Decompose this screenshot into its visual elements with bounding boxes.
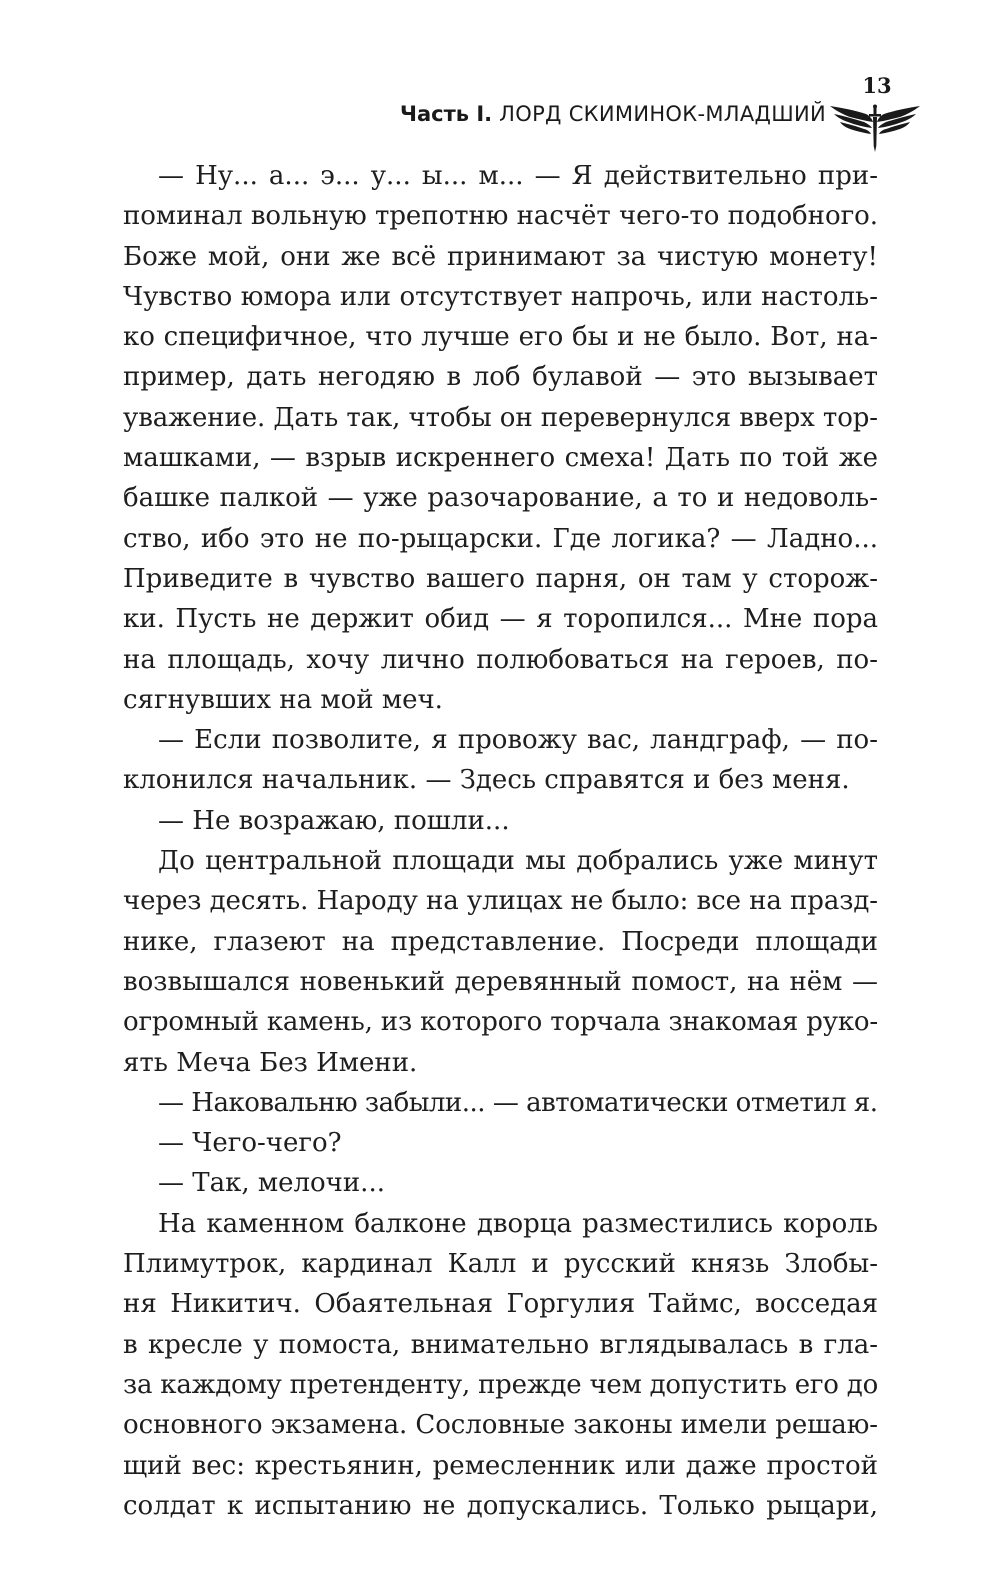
text-line: башке палкой — уже разочарование, а то и недоволь- bbox=[123, 483, 878, 514]
chapter-title: ЛОРД СКИМИНОК-МЛАДШИЙ bbox=[499, 102, 826, 126]
text-line: клонился начальник. — Здесь справятся и без меня. bbox=[123, 765, 850, 796]
text-line: поминал вольную трепотню насчёт чего-то подобного. bbox=[123, 201, 878, 232]
body-text bbox=[123, 156, 878, 1526]
text-line: за каждому претенденту, прежде чем допустить его до bbox=[123, 1369, 878, 1400]
text-line: — Если позволите, я провожу вас, ландграф, — по- bbox=[158, 725, 878, 756]
text-line: огромный камень, из которого торчала знакомая руко- bbox=[123, 1007, 878, 1038]
text-line: — Ну... а... э... у... ы... м... — Я действительно при- bbox=[158, 161, 878, 191]
text-line: — Не возражаю, пошли... bbox=[158, 805, 510, 836]
text-line: До центральной площади мы добрались уже минут bbox=[158, 846, 878, 877]
text-line: — Чего-чего? bbox=[158, 1128, 342, 1159]
text-line: Боже мой, они же всё принимают за чистую монету! bbox=[123, 241, 878, 272]
text-line: ня Никитич. Обаятельная Горгулия Таймс, восседая bbox=[123, 1289, 878, 1320]
text-line: на площадь, хочу лично полюбоваться на героев, по- bbox=[123, 644, 878, 675]
text-line: уважение. Дать так, чтобы он перевернулся вверх тор- bbox=[123, 402, 878, 433]
text-line: — Так, мелочи... bbox=[158, 1168, 385, 1199]
text-line: Чувство юмора или отсутствует напрочь, или настоль- bbox=[123, 281, 878, 312]
text-line: сягнувших на мой меч. bbox=[123, 684, 443, 715]
text-line: солдат к испытанию не допускались. Только рыцари, bbox=[123, 1490, 878, 1521]
page-number: 13 bbox=[862, 73, 892, 98]
text-line: На каменном балконе дворца разместились король bbox=[158, 1208, 878, 1239]
text-line: ки. Пусть не держит обид — я торопился... Мне пора bbox=[123, 604, 878, 635]
text-line: нике, глазеют на представление. Посреди площади bbox=[123, 926, 878, 957]
text-line: машками, — взрыв искреннего смеха! Дать по той же bbox=[123, 443, 878, 474]
text-line: в кресле у помоста, внимательно вглядывалась в гла- bbox=[123, 1329, 878, 1360]
text-line: ство, ибо это не по-рыцарски. Где логика? — Ладно... bbox=[123, 523, 878, 554]
text-line: Плимутрок, кардинал Калл и русский князь Злобы- bbox=[123, 1249, 878, 1280]
text-line: через десять. Народу на улицах не было: все на празд- bbox=[123, 886, 878, 917]
winged-sword-icon bbox=[828, 92, 922, 154]
text-line: пример, дать негодяю в лоб булавой — это вызывает bbox=[123, 362, 878, 393]
running-head bbox=[300, 101, 826, 127]
text-line: ять Меча Без Имени. bbox=[123, 1047, 418, 1078]
part-label: Часть I. bbox=[400, 102, 493, 126]
text-line: — Наковальню забыли... — автоматически отметил я. bbox=[158, 1087, 878, 1118]
text-line: Приведите в чувство вашего парня, он там у сторож- bbox=[123, 563, 878, 594]
text-line: ко специфичное, что лучше его бы и не было. Вот, на- bbox=[123, 322, 878, 353]
text-line: возвышался новенький деревянный помост, на нём — bbox=[123, 966, 878, 997]
text-line: щий вес: крестьянин, ремесленник или даже простой bbox=[123, 1450, 878, 1481]
text-line: основного экзамена. Сословные законы имели решаю- bbox=[123, 1410, 878, 1441]
